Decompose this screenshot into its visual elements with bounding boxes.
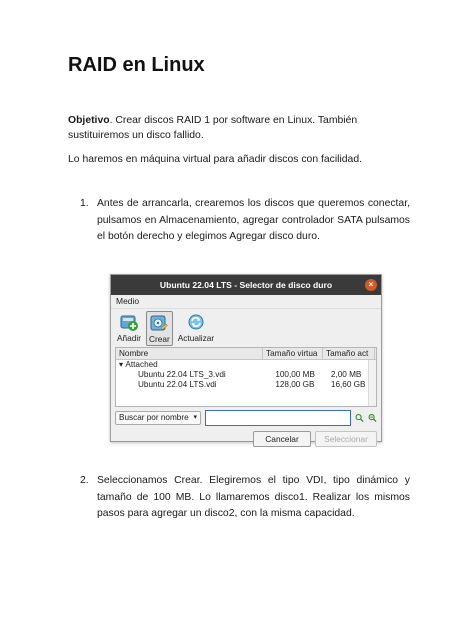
- create-label: Crear: [148, 334, 170, 344]
- create-button[interactable]: [146, 311, 173, 346]
- row-virtual-size: 128,00 GB: [275, 380, 315, 389]
- row-actual-size: 16,60 GB: [330, 380, 366, 389]
- close-icon[interactable]: ×: [365, 279, 377, 291]
- column-header-actual-size[interactable]: Tamaño act: [323, 348, 375, 359]
- table-row[interactable]: [116, 380, 376, 390]
- menu-medio[interactable]: Medio: [116, 296, 140, 306]
- row-virtual-size: 100,00 MB: [275, 370, 315, 379]
- add-disk-icon: [119, 312, 139, 332]
- select-button[interactable]: Seleccionar: [315, 431, 377, 447]
- search-input[interactable]: [205, 410, 351, 426]
- dialog-titlebar: [111, 275, 381, 295]
- intro-paragraph: Lo haremos en máquina virtual para añadir discos con facilidad.: [68, 154, 362, 165]
- search-next-icon[interactable]: [368, 413, 377, 423]
- step-2: [80, 473, 410, 523]
- doc-title: RAID en Linux: [68, 54, 205, 76]
- disk-table: [115, 347, 377, 407]
- menubar: [111, 295, 381, 309]
- search-mode-select[interactable]: [115, 411, 201, 425]
- add-button[interactable]: [115, 311, 143, 344]
- step-1-text: Antes de arrancarla, crearemos los discos que queremos conectar, pulsamos en Almacenamiento, agregar controlador SATA pulsamos el botón derecho y elegimos Agregar disco duro.: [97, 198, 410, 242]
- refresh-icon: [186, 312, 206, 332]
- objective-label: Objetivo: [68, 115, 110, 126]
- column-header-virtual-size[interactable]: Tamaño virtua: [263, 348, 323, 359]
- search-row: [115, 411, 377, 425]
- search-mode-label: Buscar por nombre: [119, 413, 189, 422]
- table-row[interactable]: [116, 370, 376, 380]
- row-actual-size: 2,00 MB: [330, 370, 362, 379]
- objective-text: . Crear discos RAID 1 por software en Linux. También sustituiremos un disco fallido.: [68, 115, 358, 141]
- cancel-button[interactable]: Cancelar: [253, 431, 311, 447]
- table-header: [116, 348, 376, 360]
- add-label: Añadir: [117, 333, 141, 343]
- column-header-name[interactable]: Nombre: [116, 348, 263, 359]
- step-2-number: 2.: [80, 475, 89, 486]
- objective-paragraph: [68, 113, 388, 143]
- group-row-attached[interactable]: [116, 360, 376, 370]
- create-disk-icon: [149, 313, 169, 333]
- step-2-text: Seleccionamos Crear. Elegiremos el tipo VDI, tipo dinámico y tamaño de 100 MB. Lo llamaremos disco1. Realizar los mismos pasos para agregar un disco2, con la misma capacidad.: [97, 475, 410, 519]
- refresh-label: Actualizar: [177, 333, 215, 343]
- table-scrollbar[interactable]: [368, 360, 376, 406]
- group-label: Attached: [125, 360, 158, 369]
- row-name: Ubuntu 22.04 LTS_3.vdi: [138, 370, 226, 379]
- dialog-title: Ubuntu 22.04 LTS - Selector de disco duro: [159, 280, 333, 290]
- row-name: Ubuntu 22.04 LTS.vdi: [138, 380, 217, 389]
- chevron-down-icon: ▾: [193, 414, 197, 421]
- dialog-button-row: [111, 431, 377, 447]
- step-1-number: 1.: [80, 198, 89, 209]
- step-1: [80, 196, 410, 246]
- expand-arrow-icon[interactable]: ▾: [119, 360, 124, 369]
- search-icon[interactable]: [355, 413, 364, 423]
- refresh-button[interactable]: [176, 311, 216, 344]
- disk-selector-dialog: [110, 274, 382, 442]
- toolbar: [111, 309, 381, 347]
